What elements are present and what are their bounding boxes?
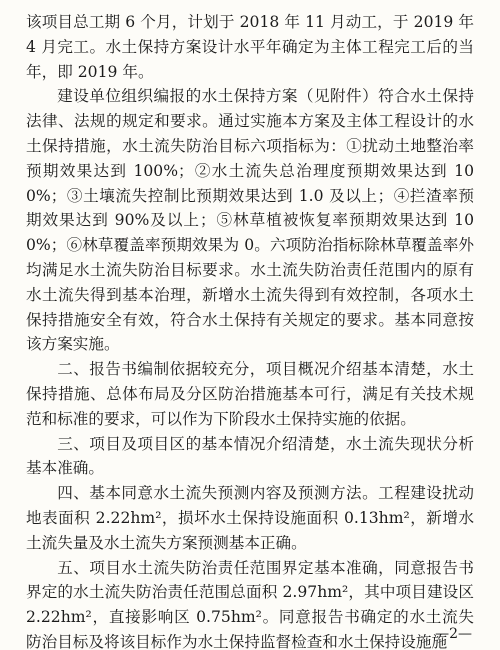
paragraph-item-2: 二、报告书编制依据较充分，项目概况介绍基本清楚，水土保持措施、总体布局及分区防治措施基本可行，满足有关技术规范和标准的要求，可以作为下阶段水土保持实施的依据。	[26, 360, 474, 428]
paragraph-item-5: 五、项目水土流失防治责任范围界定基本准确，同意报告书界定的水土流失防治责任范围总面积 2.97hm²，其中项目建设区 2.22hm²，直接影响区 0.75hm²。同意报告书确定的水土流失防治目标及将该目标作为水土保持监督检查和水土保持设施施	[26, 558, 479, 650]
paragraph-item-4: 四、基本同意水土流失预测内容及预测方法。工程建设扰动地表面积 2.22hm²，损坏水土保持设施面积 0.13hm²，新增水土流失量及水土流失方案预测基本正确。	[26, 484, 474, 552]
paragraph-compliance: 建设单位组织编报的水土保持方案（见附件）符合水土保持法律、法规的规定和要求。通过实施本方案及主体工程设计的水土保持措施，水土流失防治目标六项指标为：①扰动土地整治率预期效果达到 100%；②水土流失总治理度预期效果达到 100%；③土壤流失控制比预期效果达到 1.0 及以上；④拦渣率预期效果达到 90%及以上；⑤林草植被恢复率预期效果达到 100%；⑥林草覆盖率预期效果为 0。六项防治指标除林草覆盖率外均满足水土流失防治目标要求。水土流失防治责任范围内的原有水土流失得到基本治理，新增水土流失得到有效控制，各项水土保持措施安全有效，符合水土保持有关规定的要求。基本同意按该方案实施。	[26, 87, 474, 354]
paragraph-item-3: 三、项目及项目区的基本情况介绍清楚，水土流失现状分析基本准确。	[26, 434, 474, 478]
page-number: —2—	[435, 626, 472, 642]
paragraph-schedule: 该项目总工期 6 个月，计划于 2018 年 11 月动工，于 2019 年 4 月完工。水土保持方案设计水平年确定为主体工程完工后的当年，即 2019 年。	[26, 13, 479, 81]
